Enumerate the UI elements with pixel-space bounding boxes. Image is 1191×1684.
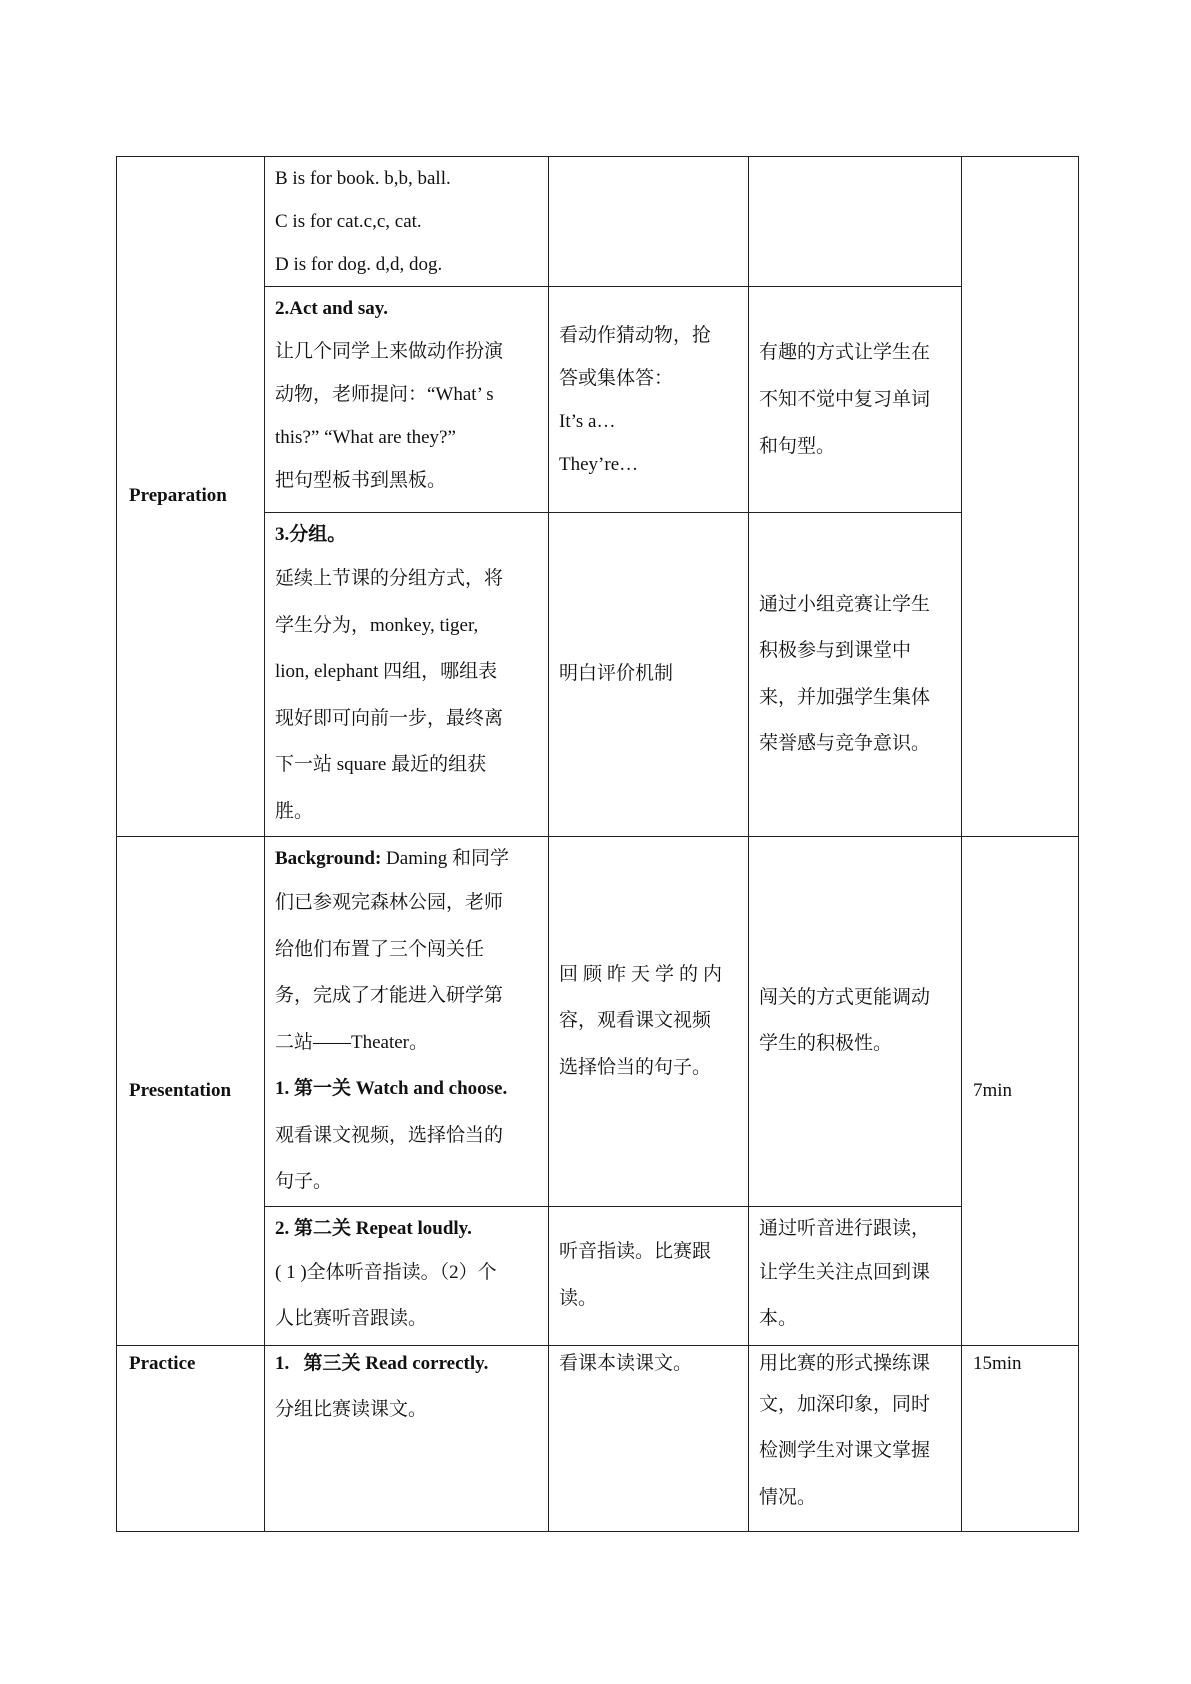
student-line: 看动作猜动物，抢 bbox=[559, 324, 712, 346]
purpose-line: 有趣的方式让学生在 bbox=[759, 342, 931, 363]
student-activity-cell bbox=[549, 1345, 749, 1531]
student-activity-cell bbox=[549, 287, 749, 513]
purpose-line: 通过小组竞赛让学生 bbox=[759, 593, 931, 615]
purpose-line: 本。 bbox=[759, 1308, 798, 1329]
activity-line: 现好即可向前一步，最终离 bbox=[275, 707, 504, 729]
table-row bbox=[117, 157, 1079, 287]
purpose-line: 荣誉感与竞争意识。 bbox=[759, 733, 931, 754]
activity-cell bbox=[265, 837, 549, 1207]
activity-line: D is for dog. d,d, dog. bbox=[275, 254, 443, 275]
purpose-cell bbox=[749, 837, 962, 1207]
purpose-line: 情况。 bbox=[759, 1486, 817, 1508]
student-line: 答或集体答： bbox=[559, 367, 674, 389]
student-line: 读。 bbox=[559, 1287, 598, 1309]
activity-title: 3.分组。 bbox=[275, 524, 347, 545]
stage-practice: Practice bbox=[117, 1345, 265, 1531]
time-presentation: 7min bbox=[962, 837, 1079, 1346]
activity-line: 们已参观完森林公园，老师 bbox=[275, 892, 504, 913]
student-activity-cell bbox=[549, 1206, 749, 1345]
student-activity-cell bbox=[549, 513, 749, 837]
purpose-cell bbox=[749, 1206, 962, 1345]
activity-line: ( 1 )全体听音指读。（2）个 bbox=[275, 1261, 497, 1283]
purpose-cell bbox=[749, 157, 962, 287]
background-label: Background: bbox=[275, 848, 382, 869]
activity-cell bbox=[265, 287, 549, 513]
purpose-line: 学生的积极性。 bbox=[759, 1033, 893, 1055]
activity-line: lion, elephant 四组，哪组表 bbox=[275, 661, 498, 682]
table-row bbox=[117, 837, 1079, 1207]
activity-title: 2.Act and say. bbox=[275, 298, 388, 319]
purpose-line: 积极参与到课堂中 bbox=[759, 640, 912, 661]
student-activity-cell bbox=[549, 157, 749, 287]
activity-title: 1. 第三关 Read correctly. bbox=[275, 1352, 489, 1374]
purpose-line: 不知不觉中复习单词 bbox=[759, 389, 931, 410]
purpose-line: 来，并加强学生集体 bbox=[759, 686, 931, 708]
stage-preparation: Preparation bbox=[117, 157, 265, 837]
purpose-cell bbox=[749, 1345, 962, 1531]
table-row bbox=[117, 1345, 1079, 1531]
activity-line: B is for book. b,b, ball. bbox=[275, 168, 451, 189]
student-line: 容，观看课文视频 bbox=[559, 1010, 712, 1031]
purpose-line: 通过听音进行跟读， bbox=[759, 1217, 931, 1239]
activity-line: 学生分为，monkey, tiger, bbox=[275, 614, 479, 636]
task-title: 1. 第一关 Watch and choose. bbox=[275, 1078, 508, 1099]
student-line: 选择恰当的句子。 bbox=[559, 1056, 712, 1078]
activity-line: 让几个同学上来做动作扮演 bbox=[275, 341, 504, 362]
student-line: It’s a… bbox=[559, 410, 616, 432]
time-practice: 15min bbox=[962, 1345, 1079, 1531]
activity-cell bbox=[265, 157, 549, 287]
activity-line: C is for cat.c,c, cat. bbox=[275, 211, 422, 232]
activity-cell bbox=[265, 513, 549, 837]
lesson-plan-table bbox=[116, 156, 1079, 1532]
activity-line: 把句型板书到黑板。 bbox=[275, 470, 447, 491]
student-line: 回顾昨天学的内 bbox=[559, 963, 728, 985]
purpose-line: 用比赛的形式操练课 bbox=[759, 1352, 931, 1374]
student-line: They’re… bbox=[559, 453, 639, 475]
activity-cell bbox=[265, 1206, 549, 1345]
activity-line: this?” “What are they?” bbox=[275, 427, 456, 448]
student-line: 听音指读。比赛跟 bbox=[559, 1241, 712, 1262]
purpose-cell bbox=[749, 287, 962, 513]
purpose-cell bbox=[749, 513, 962, 837]
activity-line: 胜。 bbox=[275, 800, 314, 822]
activity-line: 二站——Theater。 bbox=[275, 1031, 429, 1053]
purpose-line: 检测学生对课文掌握 bbox=[759, 1440, 931, 1461]
activity-cell bbox=[265, 1345, 549, 1531]
activity-line: 下一站 square 最近的组获 bbox=[275, 754, 487, 775]
purpose-line: 让学生关注点回到课 bbox=[759, 1261, 931, 1283]
activity-line: 给他们布置了三个闯关任 bbox=[275, 938, 485, 960]
stage-presentation: Presentation bbox=[117, 837, 265, 1346]
student-line: 看课本读课文。 bbox=[559, 1352, 693, 1374]
student-activity-cell bbox=[549, 837, 749, 1207]
activity-line: 人比赛听音跟读。 bbox=[275, 1308, 428, 1329]
activity-line: 延续上节课的分组方式，将 bbox=[275, 568, 504, 589]
purpose-line: 和句型。 bbox=[759, 436, 836, 457]
activity-line: 句子。 bbox=[275, 1171, 333, 1192]
student-line: 明白评价机制 bbox=[559, 663, 674, 685]
activity-line: 观看课文视频，选择恰当的 bbox=[275, 1124, 504, 1146]
background-text: Daming 和同学 bbox=[381, 848, 510, 869]
time-cell bbox=[962, 157, 1079, 837]
purpose-line: 闯关的方式更能调动 bbox=[759, 986, 931, 1008]
activity-line: 务，完成了才能进入研学第 bbox=[275, 985, 504, 1006]
activity-line: 动物，老师提问：“What’ s bbox=[275, 384, 494, 405]
purpose-line: 文，加深印象，同时 bbox=[759, 1393, 931, 1415]
background-line bbox=[275, 837, 538, 880]
activity-line: 分组比赛读课文。 bbox=[275, 1398, 428, 1420]
activity-title: 2. 第二关 Repeat loudly. bbox=[275, 1217, 472, 1239]
